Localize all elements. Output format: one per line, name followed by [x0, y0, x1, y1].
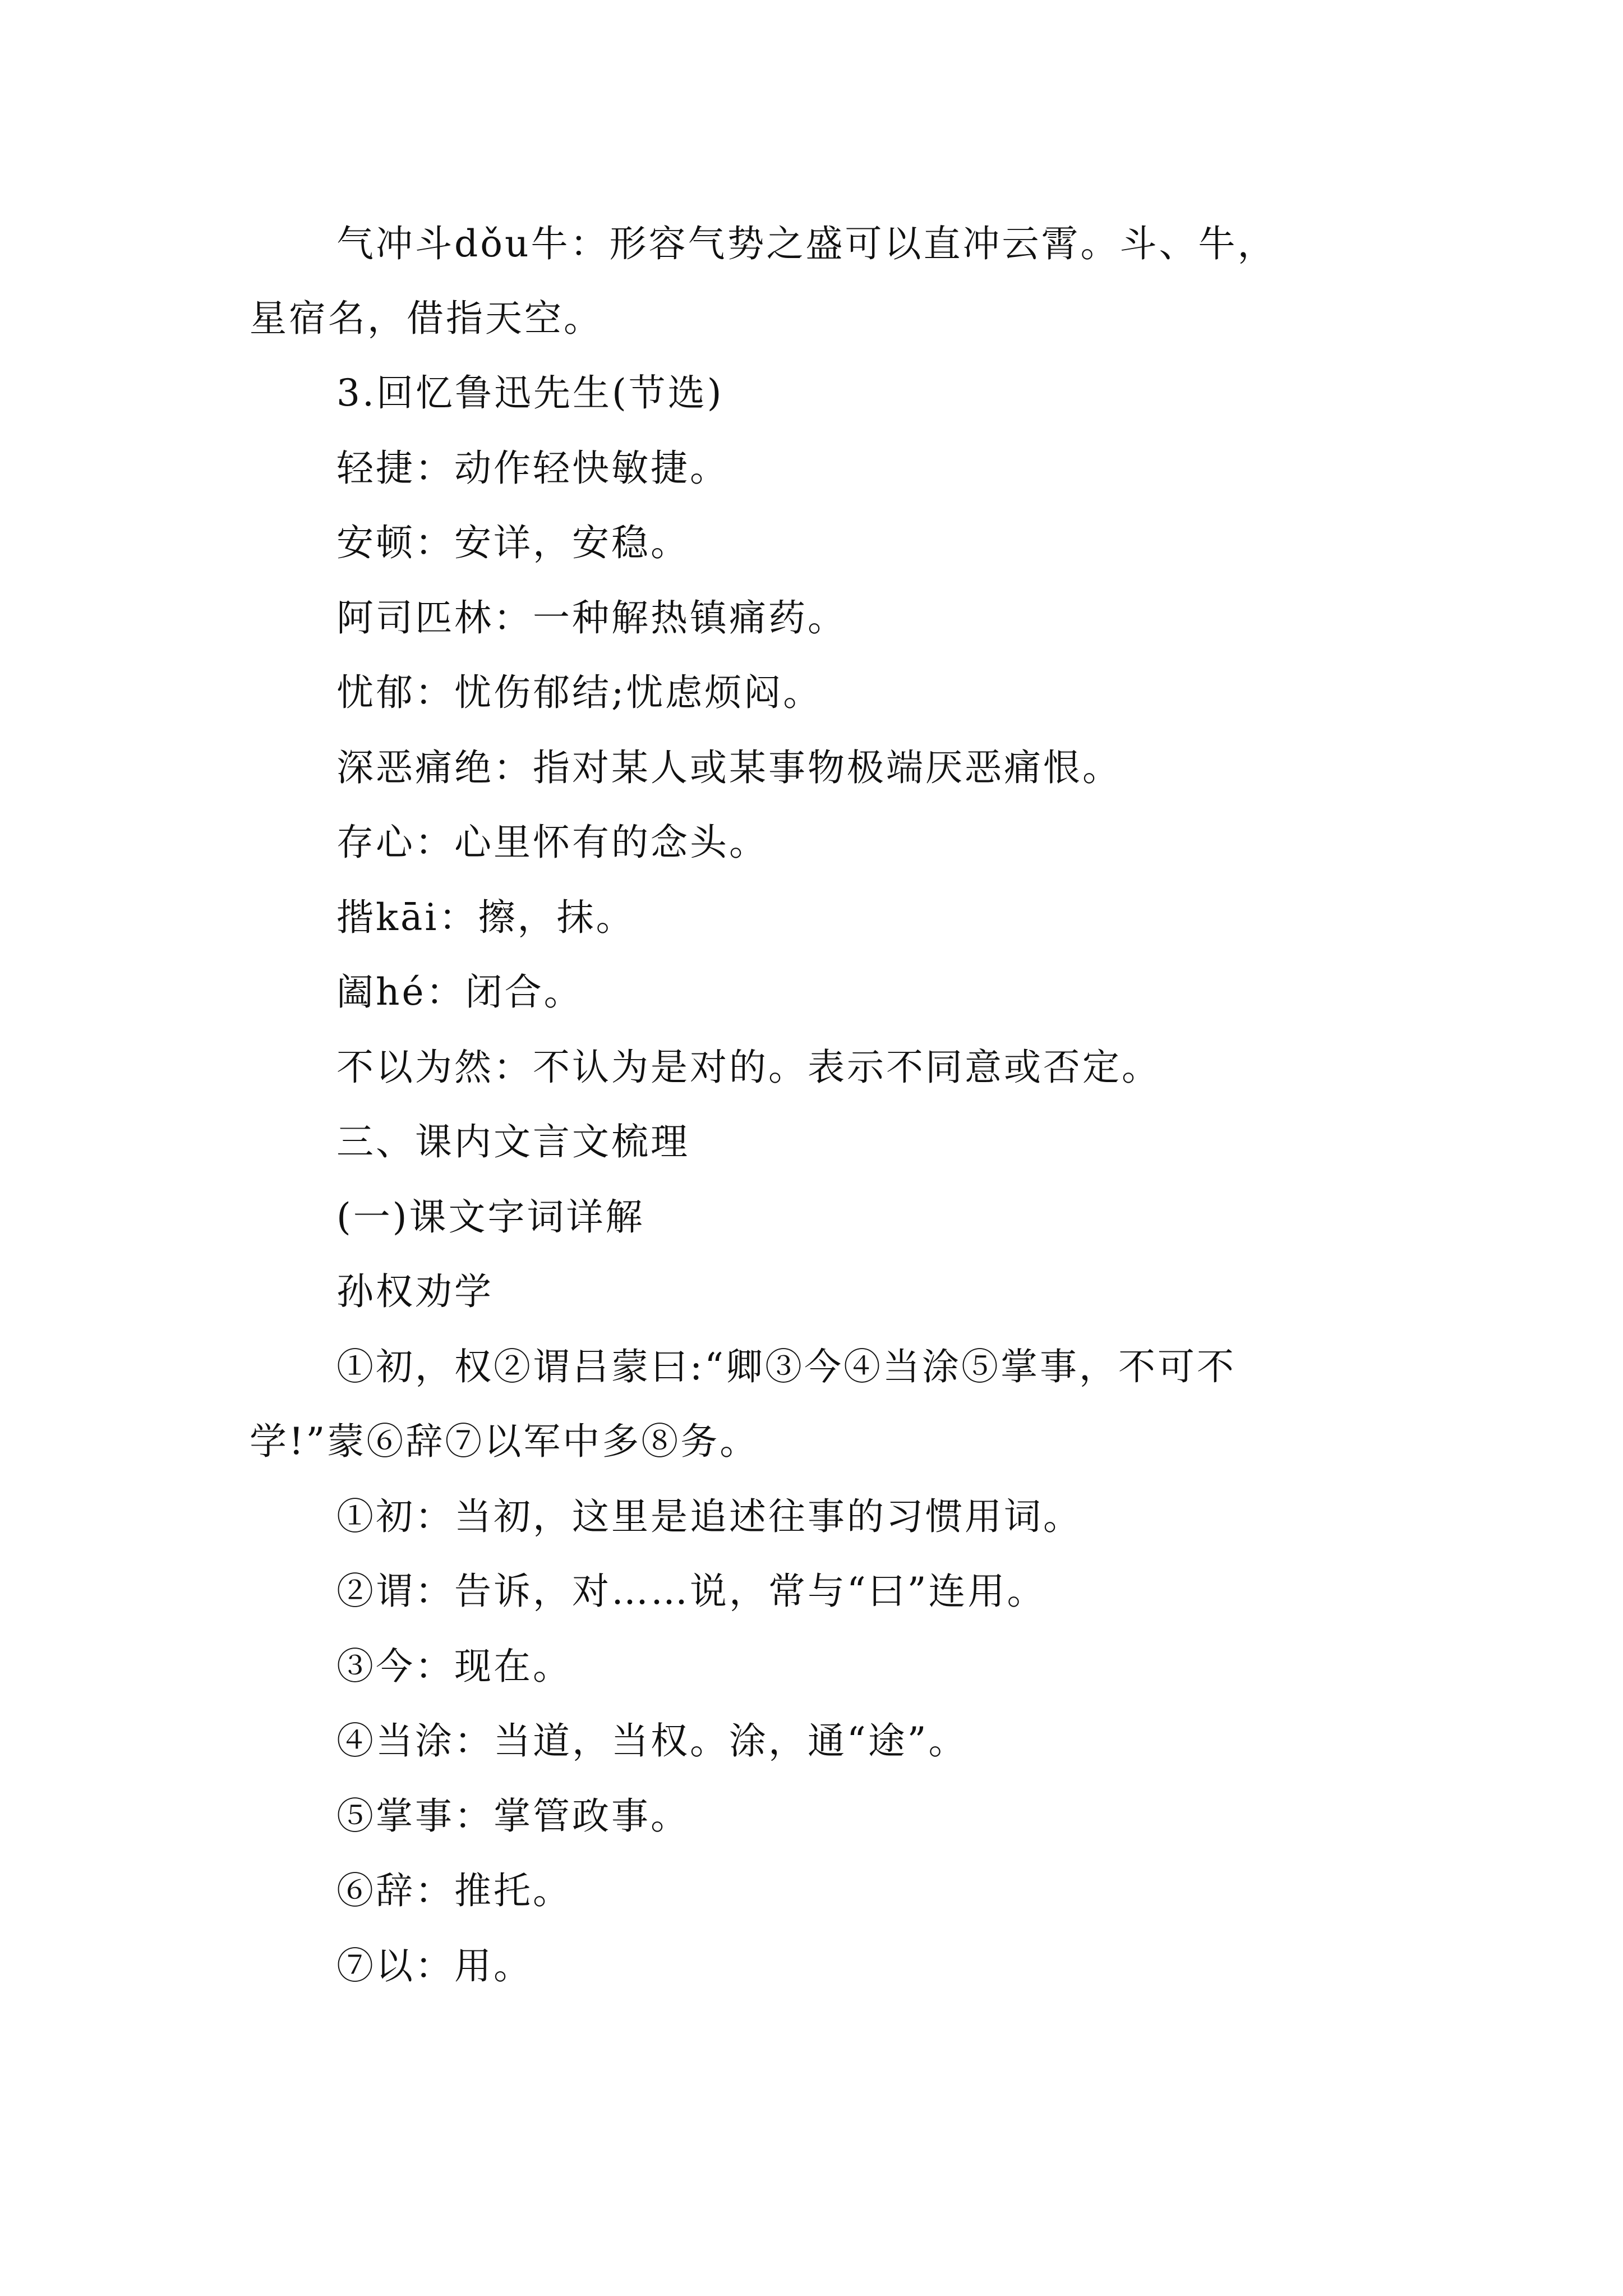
text-line: 气冲斗dǒu牛：形容气势之盛可以直冲云霄。斗、牛，: [336, 222, 1277, 265]
text-line: ②谓：告诉，对……说，常与“曰”连用。: [336, 1570, 1046, 1613]
text-line: ⑥辞：推托。: [336, 1869, 572, 1912]
text-line: 揩kāi：擦，抹。: [336, 896, 635, 939]
text-line: 存心：心里怀有的念头。: [336, 821, 768, 864]
text-line: ④当涂：当道，当权。涂，通“途”。: [336, 1719, 968, 1763]
text-line: 学!”蒙⑥辞⑦以军中多⑧务。: [250, 1420, 759, 1463]
text-line: ①初，权②谓吕蒙曰:“卿③今④当涂⑤掌事，不可不: [336, 1345, 1236, 1388]
text-line: ①初：当初，这里是追述往事的习惯用词。: [336, 1495, 1082, 1538]
text-line: 星宿名，借指天空。: [250, 297, 603, 340]
section-heading: (一)课文字词详解: [336, 1195, 645, 1239]
text-line: 轻捷：动作轻快敏捷。: [336, 447, 729, 490]
section-heading: 孙权劝学: [336, 1270, 494, 1313]
text-line: 安顿：安详，安稳。: [336, 521, 690, 564]
text-line: 阿司匹林：一种解热镇痛药。: [336, 596, 847, 639]
text-line: ③今：现在。: [336, 1645, 572, 1688]
text-line: 深恶痛绝：指对某人或某事物极端厌恶痛恨。: [336, 746, 1122, 789]
text-line: 阖hé：闭合。: [336, 970, 583, 1014]
section-heading: 三、课内文言文梳理: [336, 1120, 690, 1163]
text-line: 忧郁：忧伤郁结;忧虑烦闷。: [336, 671, 823, 714]
section-heading: 3.回忆鲁迅先生(节选): [336, 371, 724, 415]
text-line: 不以为然：不认为是对的。表示不同意或否定。: [336, 1046, 1161, 1089]
text-line: ⑦以：用。: [336, 1944, 533, 1987]
text-line: ⑤掌事：掌管政事。: [336, 1795, 690, 1838]
